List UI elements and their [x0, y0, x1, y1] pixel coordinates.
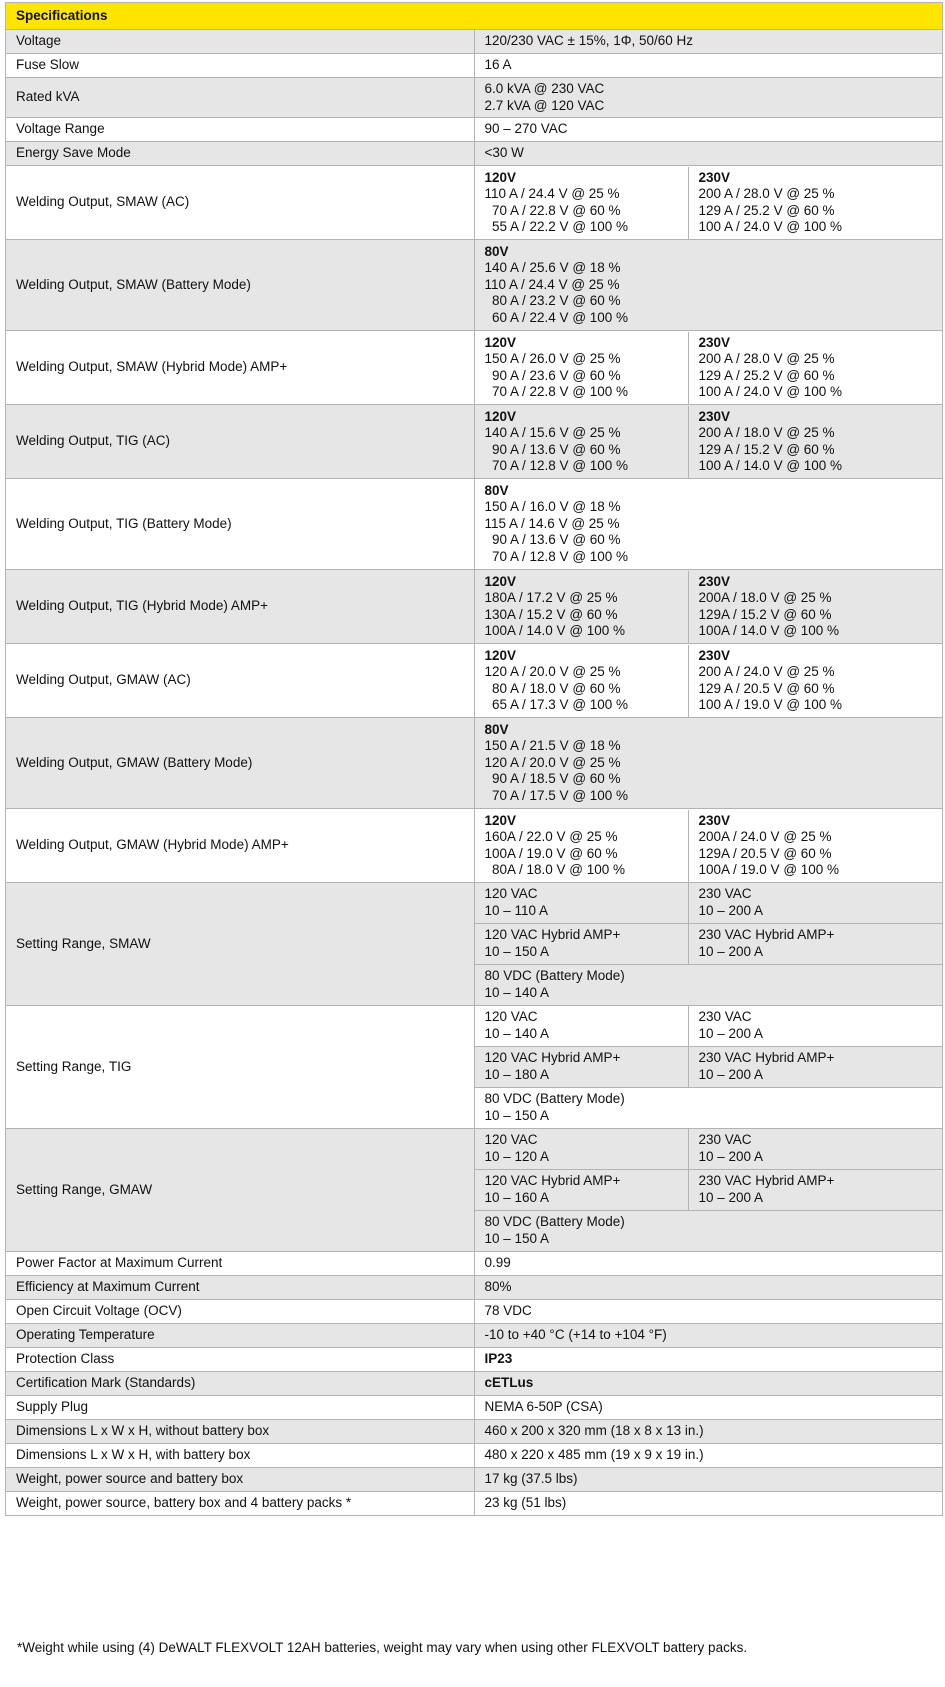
spec-value: 460 x 200 x 320 mm (18 x 8 x 13 in.): [474, 1420, 943, 1444]
setting-values: [475, 883, 943, 1005]
value-line: 80 VDC (Battery Mode): [484, 968, 625, 983]
spec-label: Welding Output, SMAW (Battery Mode): [6, 240, 475, 331]
value-line: 129 A / 25.2 V @ 60 %: [698, 202, 835, 218]
output-values: [475, 645, 943, 717]
table-row: [6, 78, 943, 118]
spec-label: Weight, power source, battery box and 4 battery packs *: [6, 1492, 475, 1516]
spec-label: Certification Mark (Standards): [6, 1372, 475, 1396]
value-line: 200A / 18.0 V @ 25 %: [698, 590, 832, 605]
spec-label: Dimensions L x W x H, with battery box: [6, 1444, 475, 1468]
setting-230vac-hybrid: [688, 1170, 942, 1211]
output-values: [475, 719, 943, 808]
value-line: 90 A / 18.5 V @ 60 %: [484, 771, 621, 787]
voltage-heading: 230V: [698, 647, 731, 663]
spec-label: Power Factor at Maximum Current: [6, 1252, 475, 1276]
table-row: [6, 1324, 943, 1348]
value-line: 10 – 140 A: [484, 1025, 550, 1041]
spec-label: Supply Plug: [6, 1396, 475, 1420]
output-col-120v: [475, 167, 689, 239]
spec-value: [474, 1129, 943, 1252]
value-line: 230 VAC: [698, 1132, 752, 1147]
value-line: 110 A / 24.4 V @ 25 %: [484, 186, 620, 201]
value-line: 120 VAC Hybrid AMP+: [484, 1173, 621, 1188]
spec-label: Setting Range, SMAW: [6, 883, 475, 1006]
value-line: 230 VAC: [698, 886, 752, 901]
spec-label: Dimensions L x W x H, without battery box: [6, 1420, 475, 1444]
specifications-table: [5, 2, 943, 1516]
table-row: [6, 718, 943, 809]
value-line: 10 – 140 A: [484, 984, 550, 1000]
value-line: 129 A / 20.5 V @ 60 %: [698, 680, 835, 696]
output-col-120v: [475, 571, 689, 643]
spec-value: 120/230 VAC ± 15%, 1Φ, 50/60 Hz: [474, 30, 943, 54]
table-row: [6, 1396, 943, 1420]
spec-label: Operating Temperature: [6, 1324, 475, 1348]
value-line: 80 VDC (Battery Mode): [484, 1214, 625, 1229]
value-line: 230 VAC Hybrid AMP+: [698, 1050, 835, 1065]
output-col-120v: [475, 645, 689, 717]
table-row: [6, 1276, 943, 1300]
value-line: 120 VAC: [484, 1009, 538, 1024]
table-row: [6, 1348, 943, 1372]
value-line: 100A / 14.0 V @ 100 %: [484, 623, 626, 638]
table-row: [6, 1492, 943, 1516]
output-col-80v: [475, 241, 943, 330]
output-col-80v: [475, 480, 943, 569]
voltage-heading: 230V: [698, 169, 731, 185]
spec-label: Protection Class: [6, 1348, 475, 1372]
spec-value: [474, 883, 943, 1006]
spec-value: [474, 809, 943, 883]
setting-values: [475, 1006, 943, 1128]
spec-label: Welding Output, TIG (Battery Mode): [6, 479, 475, 570]
table-row: [6, 1300, 943, 1324]
voltage-heading: 230V: [698, 408, 731, 424]
output-values: [475, 571, 943, 643]
spec-label: Fuse Slow: [6, 54, 475, 78]
value-line: 140 A / 15.6 V @ 25 %: [484, 425, 621, 440]
voltage-heading: 230V: [698, 812, 731, 828]
spec-value: [474, 718, 943, 809]
value-line: 10 – 200 A: [698, 1066, 764, 1082]
setting-120vac: [475, 1006, 689, 1047]
value-line: 80 VDC (Battery Mode): [484, 1091, 625, 1106]
spec-value: [474, 479, 943, 570]
spec-label: Rated kVA: [6, 78, 475, 118]
output-col-120v: [475, 810, 689, 882]
table-row: [6, 479, 943, 570]
table-row: [6, 644, 943, 718]
voltage-heading: 80V: [484, 482, 509, 498]
value-line: 70 A / 12.8 V @ 100 %: [484, 458, 629, 473]
value-line: 120 VAC: [484, 886, 538, 901]
value-line: 10 – 200 A: [698, 943, 764, 959]
spec-value: [474, 570, 943, 644]
output-col-80v: [475, 719, 943, 808]
setting-230vac-hybrid: [688, 1047, 942, 1088]
table-row: [6, 240, 943, 331]
spec-label: Weight, power source and battery box: [6, 1468, 475, 1492]
spec-label: Voltage: [6, 30, 475, 54]
spec-table: [5, 2, 943, 1516]
spec-value: <30 W: [474, 142, 943, 166]
spec-value: -10 to +40 °C (+14 to +104 °F): [474, 1324, 943, 1348]
setting-120vac: [475, 1129, 689, 1170]
value-line: 130A / 15.2 V @ 60 %: [484, 606, 618, 622]
setting-120vac-hybrid: [475, 924, 689, 965]
output-values: [475, 167, 943, 239]
value-line: 200 A / 28.0 V @ 25 %: [698, 351, 835, 366]
value-line: 10 – 160 A: [484, 1189, 550, 1205]
setting-230vac-hybrid: [688, 924, 942, 965]
spec-value: 17 kg (37.5 lbs): [474, 1468, 943, 1492]
spec-value: 90 – 270 VAC: [474, 118, 943, 142]
table-row: [6, 1006, 943, 1129]
table-row: [6, 142, 943, 166]
value-line: 80 A / 23.2 V @ 60 %: [484, 293, 621, 309]
value-line: 140 A / 25.6 V @ 18 %: [484, 260, 621, 276]
voltage-heading: 120V: [484, 812, 517, 828]
spec-value: 0.99: [474, 1252, 943, 1276]
output-values: [475, 480, 943, 569]
table-row: [6, 883, 943, 1006]
output-values: [475, 241, 943, 330]
output-values: [475, 332, 943, 404]
output-col-230v: [688, 167, 942, 239]
spec-label: Welding Output, GMAW (AC): [6, 644, 475, 718]
table-title: Specifications: [6, 3, 943, 30]
voltage-heading: 120V: [484, 573, 517, 589]
setting-80vdc: [475, 1088, 943, 1129]
value-line: 90 A / 13.6 V @ 60 %: [484, 532, 621, 548]
output-col-120v: [475, 332, 689, 404]
value-line: 100 A / 24.0 V @ 100 %: [698, 384, 843, 399]
spec-value: [474, 644, 943, 718]
value-line: 150 A / 21.5 V @ 18 %: [484, 738, 621, 754]
value-line: 150 A / 26.0 V @ 25 %: [484, 351, 621, 366]
output-col-230v: [688, 406, 942, 478]
value-line: 100 A / 19.0 V @ 100 %: [698, 697, 843, 712]
value-line: 200 A / 24.0 V @ 25 %: [698, 664, 835, 679]
value-line: 10 – 110 A: [484, 902, 549, 918]
voltage-heading: 120V: [484, 647, 517, 663]
value-line: 100A / 19.0 V @ 60 %: [484, 845, 618, 861]
spec-label: Welding Output, GMAW (Battery Mode): [6, 718, 475, 809]
table-row: [6, 405, 943, 479]
spec-label: Setting Range, TIG: [6, 1006, 475, 1129]
setting-230vac: [688, 1006, 942, 1047]
value-line: 110 A / 24.4 V @ 25 %: [484, 276, 620, 292]
value-line: 129A / 15.2 V @ 60 %: [698, 606, 832, 622]
value-line: 150 A / 16.0 V @ 18 %: [484, 499, 621, 515]
spec-label: Efficiency at Maximum Current: [6, 1276, 475, 1300]
value-line: 90 A / 23.6 V @ 60 %: [484, 367, 621, 383]
spec-label: Welding Output, TIG (AC): [6, 405, 475, 479]
value-line: 80A / 18.0 V @ 100 %: [484, 862, 626, 877]
table-row: [6, 570, 943, 644]
table-row: [6, 166, 943, 240]
spec-value: 80%: [474, 1276, 943, 1300]
value-line: 55 A / 22.2 V @ 100 %: [484, 219, 629, 234]
value-line: 129 A / 15.2 V @ 60 %: [698, 441, 835, 457]
spec-value: 480 x 220 x 485 mm (19 x 9 x 19 in.): [474, 1444, 943, 1468]
spec-value: [474, 166, 943, 240]
voltage-heading: 80V: [484, 721, 509, 737]
value-line: 70 A / 12.8 V @ 100 %: [484, 548, 629, 564]
setting-80vdc: [475, 1211, 943, 1252]
voltage-heading: 230V: [698, 334, 731, 350]
spec-value: [474, 240, 943, 331]
table-row: [6, 1444, 943, 1468]
output-col-230v: [688, 810, 942, 882]
spec-value: [474, 78, 943, 118]
spec-value: 78 VDC: [474, 1300, 943, 1324]
value-line: 2.7 kVA @ 120 VAC: [484, 97, 605, 113]
value-line: 70 A / 17.5 V @ 100 %: [484, 787, 629, 803]
spec-label: Energy Save Mode: [6, 142, 475, 166]
table-row: [6, 118, 943, 142]
table-row: [6, 1252, 943, 1276]
footnote: *Weight while using (4) DeWALT FLEXVOLT 12AH batteries, weight may vary when using other FLEXVOLT battery packs.: [17, 1640, 748, 1655]
value-line: 120 VAC Hybrid AMP+: [484, 927, 621, 942]
value-line: 180A / 17.2 V @ 25 %: [484, 590, 618, 605]
spec-label: Welding Output, GMAW (Hybrid Mode) AMP+: [6, 809, 475, 883]
spec-value: [474, 1006, 943, 1129]
value-line: 10 – 200 A: [698, 1148, 764, 1164]
spec-value: IP23: [474, 1348, 943, 1372]
spec-label: Setting Range, GMAW: [6, 1129, 475, 1252]
spec-label: Welding Output, SMAW (AC): [6, 166, 475, 240]
spec-label: Welding Output, SMAW (Hybrid Mode) AMP+: [6, 331, 475, 405]
value-line: 70 A / 22.8 V @ 60 %: [484, 202, 621, 218]
output-values: [475, 406, 943, 478]
spec-value: NEMA 6-50P (CSA): [474, 1396, 943, 1420]
value-line: 200 A / 28.0 V @ 25 %: [698, 186, 835, 201]
spec-label: Voltage Range: [6, 118, 475, 142]
output-values: [475, 810, 943, 882]
table-row: [6, 1420, 943, 1444]
value-line: 10 – 200 A: [698, 902, 764, 918]
value-line: 10 – 200 A: [698, 1025, 764, 1041]
value-line: 230 VAC Hybrid AMP+: [698, 1173, 835, 1188]
table-row: [6, 1129, 943, 1252]
setting-values: [475, 1129, 943, 1251]
value-line: 10 – 150 A: [484, 1230, 550, 1246]
value-line: 129A / 20.5 V @ 60 %: [698, 845, 832, 861]
table-row: [6, 809, 943, 883]
value-line: 120 VAC Hybrid AMP+: [484, 1050, 621, 1065]
value-line: 90 A / 13.6 V @ 60 %: [484, 441, 621, 457]
spec-value: cETLus: [474, 1372, 943, 1396]
spec-value: 23 kg (51 lbs): [474, 1492, 943, 1516]
value-line: 230 VAC Hybrid AMP+: [698, 927, 835, 942]
output-col-120v: [475, 406, 689, 478]
output-col-230v: [688, 645, 942, 717]
value-line: 10 – 120 A: [484, 1148, 550, 1164]
spec-label: Open Circuit Voltage (OCV): [6, 1300, 475, 1324]
value-line: 120 A / 20.0 V @ 25 %: [484, 664, 621, 679]
value-line: 100 A / 24.0 V @ 100 %: [698, 219, 843, 234]
value-line: 6.0 kVA @ 230 VAC: [484, 81, 605, 96]
table-row: [6, 1468, 943, 1492]
spec-value: [474, 405, 943, 479]
voltage-heading: 120V: [484, 169, 517, 185]
setting-120vac: [475, 883, 689, 924]
table-row: [6, 1372, 943, 1396]
value-line: 80 A / 18.0 V @ 60 %: [484, 680, 621, 696]
setting-80vdc: [475, 965, 943, 1006]
value-line: 100 A / 14.0 V @ 100 %: [698, 458, 843, 473]
voltage-heading: 120V: [484, 408, 517, 424]
setting-230vac: [688, 1129, 942, 1170]
value-line: 120 VAC: [484, 1132, 538, 1147]
table-header-row: [6, 3, 943, 30]
value-line: 160A / 22.0 V @ 25 %: [484, 829, 618, 844]
voltage-heading: 230V: [698, 573, 731, 589]
value-line: 10 – 150 A: [484, 1107, 550, 1123]
value-line: 200 A / 18.0 V @ 25 %: [698, 425, 835, 440]
value-line: 129 A / 25.2 V @ 60 %: [698, 367, 835, 383]
value-line: 100A / 14.0 V @ 100 %: [698, 623, 840, 638]
value-line: 60 A / 22.4 V @ 100 %: [484, 309, 629, 325]
value-line: 10 – 200 A: [698, 1189, 764, 1205]
spec-value: [474, 331, 943, 405]
spec-value: 16 A: [474, 54, 943, 78]
value-line: 100A / 19.0 V @ 100 %: [698, 862, 840, 877]
table-row: [6, 331, 943, 405]
setting-120vac-hybrid: [475, 1047, 689, 1088]
setting-230vac: [688, 883, 942, 924]
value-line: 120 A / 20.0 V @ 25 %: [484, 754, 621, 770]
voltage-heading: 80V: [484, 243, 509, 259]
value-line: 10 – 150 A: [484, 943, 550, 959]
spec-label: Welding Output, TIG (Hybrid Mode) AMP+: [6, 570, 475, 644]
value-line: 10 – 180 A: [484, 1066, 550, 1082]
table-row: [6, 54, 943, 78]
output-col-230v: [688, 332, 942, 404]
value-line: 200A / 24.0 V @ 25 %: [698, 829, 832, 844]
value-line: 115 A / 14.6 V @ 25 %: [484, 515, 620, 531]
output-col-230v: [688, 571, 942, 643]
value-line: 230 VAC: [698, 1009, 752, 1024]
setting-120vac-hybrid: [475, 1170, 689, 1211]
value-line: 70 A / 22.8 V @ 100 %: [484, 384, 629, 399]
value-line: 65 A / 17.3 V @ 100 %: [484, 697, 629, 712]
table-row: [6, 30, 943, 54]
voltage-heading: 120V: [484, 334, 517, 350]
